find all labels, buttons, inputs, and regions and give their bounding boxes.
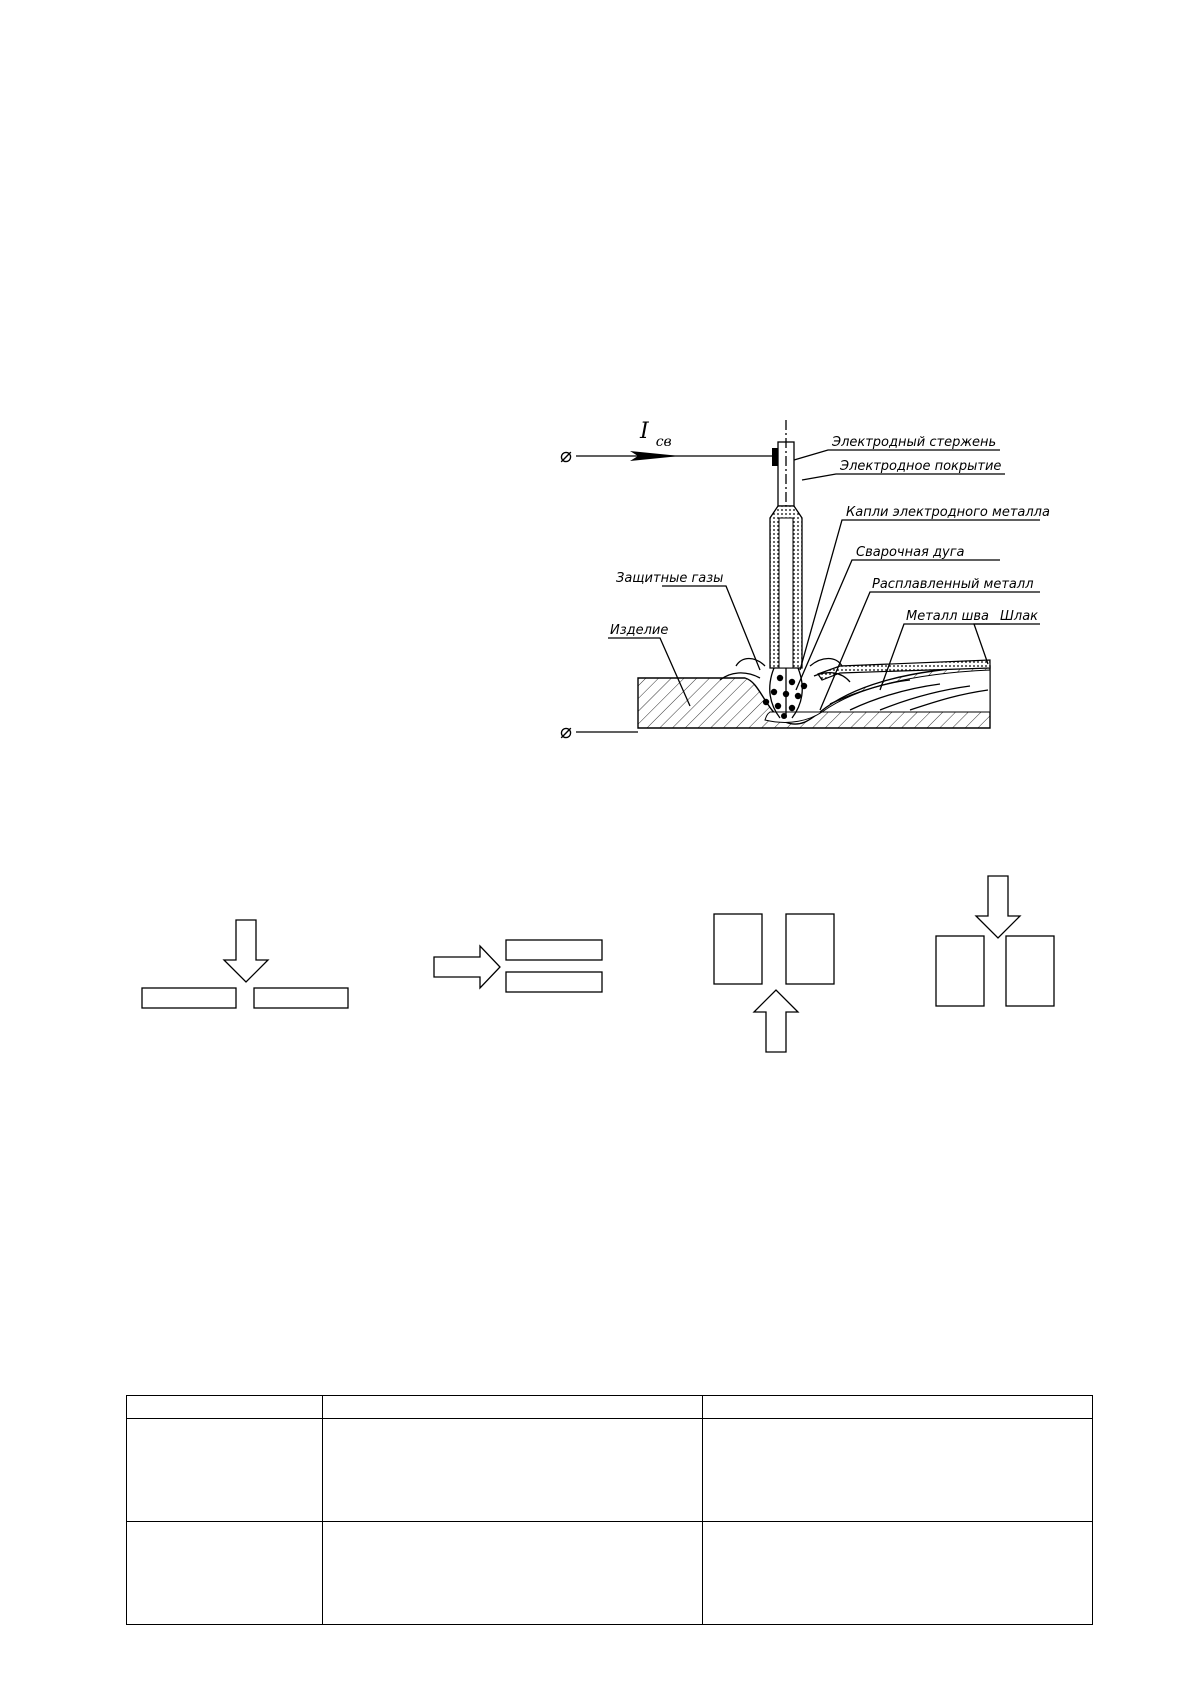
worksheet-table <box>126 1395 1093 1625</box>
table-cell[interactable] <box>323 1522 703 1625</box>
position-horizontal <box>434 940 602 992</box>
label-molten-metal: Расплавленный металл <box>872 577 1034 592</box>
table-cell[interactable] <box>323 1396 703 1419</box>
welding-diagram <box>560 420 1080 820</box>
label-welding-arc: Сварочная дуга <box>856 545 965 560</box>
table-cell[interactable] <box>127 1396 323 1419</box>
table-row <box>127 1522 1093 1625</box>
label-electrode-rod: Электродный стержень <box>832 435 997 450</box>
terminal-bottom-symbol: ⌀ <box>560 719 573 743</box>
label-workpiece: Изделие <box>610 623 669 638</box>
table-cell[interactable] <box>703 1419 1093 1522</box>
arrow-up-icon <box>754 990 798 1052</box>
table-header-row <box>127 1396 1093 1419</box>
arrow-down-icon <box>976 876 1020 938</box>
label-shield-gas: Защитные газы <box>616 571 724 586</box>
welding-positions <box>0 860 1190 1060</box>
arrow-down-icon <box>224 920 268 982</box>
label-droplets: Капли электродного металла <box>846 505 1050 520</box>
position-overhead <box>714 914 834 1052</box>
current-label: I $_{св}$ <box>640 420 672 450</box>
label-weld-metal: Металл шва <box>906 609 990 624</box>
position-vertical <box>936 876 1054 1006</box>
table-cell[interactable] <box>703 1522 1093 1625</box>
table-cell[interactable] <box>127 1522 323 1625</box>
table-cell[interactable] <box>703 1396 1093 1419</box>
table-row <box>127 1419 1093 1522</box>
table-cell[interactable] <box>323 1419 703 1522</box>
position-flat <box>142 920 348 1008</box>
table-cell[interactable] <box>127 1419 323 1522</box>
arrow-right-icon <box>434 946 500 988</box>
label-slag: Шлак <box>1000 609 1039 624</box>
label-electrode-coating: Электродное покрытие <box>840 459 1002 474</box>
electrode-clamp <box>772 448 778 466</box>
terminal-top-symbol: ⌀ <box>560 443 573 467</box>
